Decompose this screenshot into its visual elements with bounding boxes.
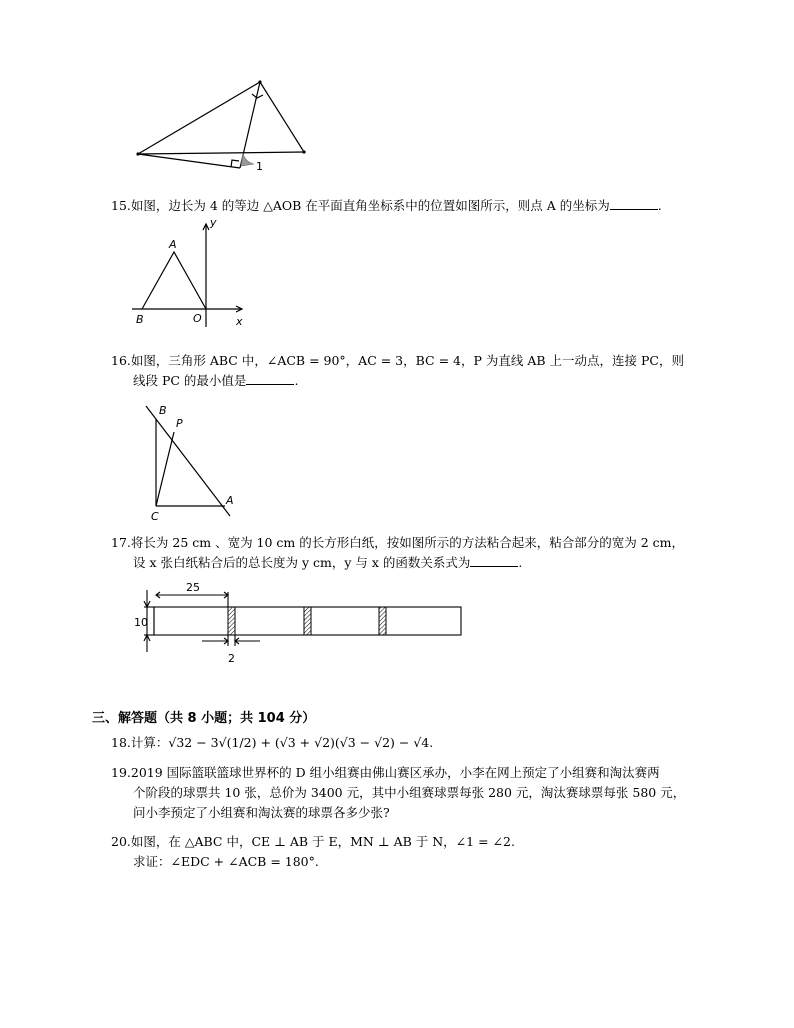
q16-line2: 线段 PC 的最小值是 bbox=[133, 373, 247, 388]
q16-label-c: C bbox=[151, 510, 159, 522]
question-15 bbox=[111, 196, 662, 216]
q16-answer-blank[interactable] bbox=[246, 372, 294, 385]
q15-number: 15. bbox=[111, 198, 131, 213]
q14-angle-arc bbox=[241, 153, 254, 166]
question-16 bbox=[111, 351, 684, 391]
question-17 bbox=[111, 533, 684, 573]
q16-segment-pc bbox=[156, 432, 174, 506]
q16-line1: 如图，三角形 ABC 中，∠ACB = 90°，AC = 3，BC = 4，P 为直线 AB 上一动点，连接 PC，则 bbox=[130, 353, 684, 368]
q15-label-a: A bbox=[169, 238, 177, 251]
q20-line2: 求证：∠EDC + ∠ACB = 180°. bbox=[133, 854, 319, 869]
q16-line-ab bbox=[146, 406, 230, 516]
q19-line1: 2019 国际篮联篮球世界杯的 D 组小组赛由佛山赛区承办，小李在网上预定了小组赛和淘汰赛两 bbox=[130, 765, 660, 780]
q15-triangle bbox=[142, 252, 206, 309]
q17-figure bbox=[132, 580, 468, 666]
q15-text: 如图，边长为 4 的等边 △AOB 在平面直角坐标系中的位置如图所示，则点 A 的坐标为 bbox=[130, 198, 610, 213]
q19-number: 19. bbox=[111, 765, 131, 780]
q17-label-width: 10 bbox=[134, 616, 148, 629]
q17-number: 17. bbox=[111, 535, 131, 550]
section-3-title: 三、解答题（共 8 小题；共 104 分） bbox=[92, 711, 316, 726]
q15-text-end: . bbox=[657, 198, 662, 213]
q19-line2: 个阶段的球票共 10 张，总价为 3400 元，其中小组赛球票每张 280 元，淘汰赛球票每张 580 元， bbox=[133, 785, 686, 800]
q14-line-top-right bbox=[260, 82, 304, 152]
q17-overlap-2 bbox=[304, 607, 311, 635]
q16-figure bbox=[140, 400, 240, 522]
q14-line-base bbox=[138, 152, 304, 154]
q17-overlap-1 bbox=[228, 607, 235, 635]
question-18 bbox=[111, 733, 433, 753]
q14-angle-label: 1 bbox=[256, 160, 263, 173]
q14-figure bbox=[130, 76, 310, 176]
q19-line3: 问小李预定了小组赛和淘汰赛的球票各多少张? bbox=[133, 805, 390, 820]
q14-line-top-left bbox=[138, 82, 260, 154]
q17-answer-blank[interactable] bbox=[470, 554, 518, 567]
q16-label-a: A bbox=[226, 494, 234, 507]
q18-text: 计算：√32 − 3√(1/2) + (√3 + √2)(√3 − √2) − √4. bbox=[130, 735, 434, 750]
q17-line2: 设 x 张白纸粘合后的总长度为 y cm，y 与 x 的函数关系式为 bbox=[133, 555, 471, 570]
q17-line2-end: . bbox=[518, 555, 523, 570]
q17-line1: 将长为 25 cm 、宽为 10 cm 的长方形白纸，按如图所示的方法粘合起来，粘合部分的宽为 2 cm， bbox=[130, 535, 685, 550]
question-20 bbox=[111, 832, 515, 872]
q16-line2-end: . bbox=[294, 373, 299, 388]
q20-number: 20. bbox=[111, 834, 131, 849]
q16-label-b: B bbox=[159, 404, 167, 417]
q15-answer-blank[interactable] bbox=[610, 197, 658, 210]
question-19 bbox=[111, 763, 685, 823]
q15-label-b: B bbox=[136, 313, 144, 326]
q17-overlap-3 bbox=[379, 607, 386, 635]
q16-label-p: P bbox=[176, 417, 183, 430]
q14-right-angle-bottom bbox=[231, 160, 239, 167]
q16-number: 16. bbox=[111, 353, 131, 368]
q15-label-x: x bbox=[236, 315, 243, 328]
q15-figure bbox=[128, 214, 250, 330]
q17-label-length: 25 bbox=[186, 581, 200, 594]
q15-label-o: O bbox=[193, 312, 202, 325]
q14-line-lower bbox=[138, 154, 240, 168]
q15-label-y: y bbox=[210, 216, 217, 229]
q17-label-overlap: 2 bbox=[228, 652, 235, 665]
q20-line1: 如图，在 △ABC 中，CE ⊥ AB 于 E，MN ⊥ AB 于 N，∠1 = ∠2. bbox=[130, 834, 515, 849]
q18-number: 18. bbox=[111, 735, 131, 750]
